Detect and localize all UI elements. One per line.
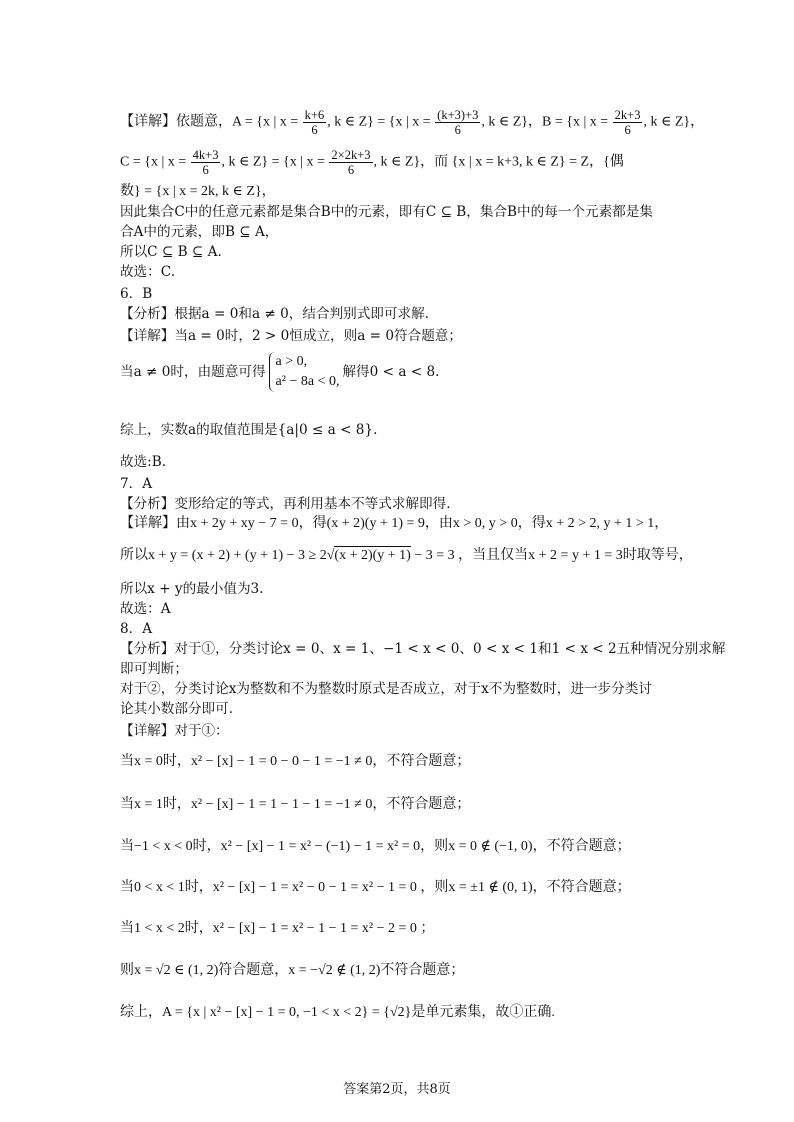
line-detail-sets-2: C = {x | x = $\frac{4k+3}{6}$ , k ∈ Z} = {x | x = $\frac{2\times 2k+3}{6}$ , k ∈ Z}，而 {x | x = k+3, k ∈ Z} = Z，{偶 — [120, 148, 624, 177]
line-subset-c-b: 因此集合C中的任意元素都是集合B中的元素，即有C ⊆ B，集合B中的每一个元素都是集 — [120, 204, 653, 220]
question-6-heading: 6．B — [120, 286, 153, 302]
line-analysis-8-3: 对于②，分类讨论x为整数和不为整数时原式是否成立，对于x不为整数时，进一步分类讨 — [120, 681, 652, 697]
line-answer-c: 故选：C. — [120, 264, 176, 280]
line-min-value: 所以x + y的最小值为3. — [120, 581, 264, 597]
line-am-gm: 所以x + y = (x + 2) + (y + 1) − 3 ≥ 2√(x + 2)(y + 1) − 3 = 3 ，当且仅当x + 2 = y + 1 = 3时取等号， — [120, 548, 693, 563]
sqrt-radicand: (x + 2)(y + 1) — [334, 548, 411, 563]
line-conclusion: 所以C ⊆ B ⊆ A. — [120, 244, 222, 260]
line-case-x1: 当x = 1时，x² − [x] − 1 = 1 − 1 − 1 = −1 ≠ 0，不符合题意； — [120, 797, 471, 812]
fraction: $\frac{k+6}{6}$ — [304, 108, 325, 137]
line-analysis-8-1: 【分析】对于①，分类讨论x = 0、x = 1、−1 < x < 0、0 < x < 1和1 < x < 2五种情况分别求解 — [120, 641, 726, 657]
line-case-0-1: 当0 < x < 1时，x² − [x] − 1 = x² − 0 − 1 = x² − 1 = 0 ，则x = ±1 ∉ (0, 1)，不符合题意； — [120, 880, 631, 895]
line-system-condition: 当a ≠ 0时，由题意可得 a > 0, a² − 8a < 0, 解得0 < a < 8. — [120, 352, 439, 392]
question-7-heading: 7．A — [120, 476, 153, 492]
line-case-neg1-0: 当−1 < x < 0时，x² − [x] − 1 = x² − (−1) − 1 = x² = 0，则x = 0 ∉ (−1, 0)，不符合题意； — [120, 839, 631, 854]
fraction: $\frac{2k+3}{6}$ — [614, 108, 641, 137]
page-footer: 答案第2页，共8页 — [343, 1082, 451, 1097]
line-detail-6: 【详解】当a = 0时，2 > 0恒成立，则a = 0符合题意； — [120, 328, 462, 344]
line-case-1-2: 当1 < x < 2时，x² − [x] − 1 = x² − 1 − 1 = x² − 2 = 0 ； — [120, 921, 435, 936]
line-answer-a: 故选：A — [120, 601, 171, 617]
fraction: $\frac{(k+3)+3}{6}$ — [437, 108, 479, 137]
inequality-system: a > 0, a² − 8a < 0, — [269, 352, 340, 392]
line-answer-b: 故选:B. — [120, 454, 167, 470]
line-detail-8: 【详解】对于①： — [120, 723, 229, 739]
line-analysis-6: 【分析】根据a = 0和a ≠ 0，结合判别式即可求解. — [120, 306, 429, 322]
line-detail-7: 【详解】由x + 2y + xy − 7 = 0，得(x + 2)(y + 1) = 9，由x > 0, y > 0，得x + 2 > 2, y + 1 > 1， — [120, 516, 669, 531]
line-analysis-8-4: 论其小数部分即可. — [120, 701, 234, 717]
question-8-heading: 8．A — [120, 621, 153, 637]
line-summary-1: 综上，A = {x | x² − [x] − 1 = 0, −1 < x < 2} = {√2}是单元素集，故①正确. — [120, 1005, 555, 1020]
line-subset-b-a: 合A中的元素，即B ⊆ A， — [120, 224, 279, 240]
fraction: $\frac{4k+3}{6}$ — [192, 148, 219, 177]
line-detail-sets-1: 【详解】依题意，A = {x | x = $\frac{k+6}{6}$ , k ∈ Z} = {x | x = $\frac{(k+3)+3}{6}$ , k ∈ Z}，B = {x | x = $\frac{2k+3}{6}$ , k ∈ Z}， — [120, 108, 705, 137]
line-range-a: 综上，实数a的取值范围是{a|0 ≤ a < 8}. — [120, 422, 378, 438]
fraction: $\frac{2\times 2k+3}{6}$ — [331, 148, 371, 177]
line-analysis-7: 【分析】变形给定的等式，再利用基本不等式求解即得. — [120, 496, 451, 512]
line-even-set: 数} = {x | x = 2k, k ∈ Z}， — [120, 184, 276, 199]
line-analysis-8-2: 即可判断； — [120, 661, 188, 677]
line-case-x0: 当x = 0时，x² − [x] − 1 = 0 − 0 − 1 = −1 ≠ 0，不符合题意； — [120, 754, 471, 769]
line-root-check: 则x = √2 ∈ (1, 2)符合题意，x = −√2 ∉ (1, 2)不符合题意； — [120, 963, 465, 978]
